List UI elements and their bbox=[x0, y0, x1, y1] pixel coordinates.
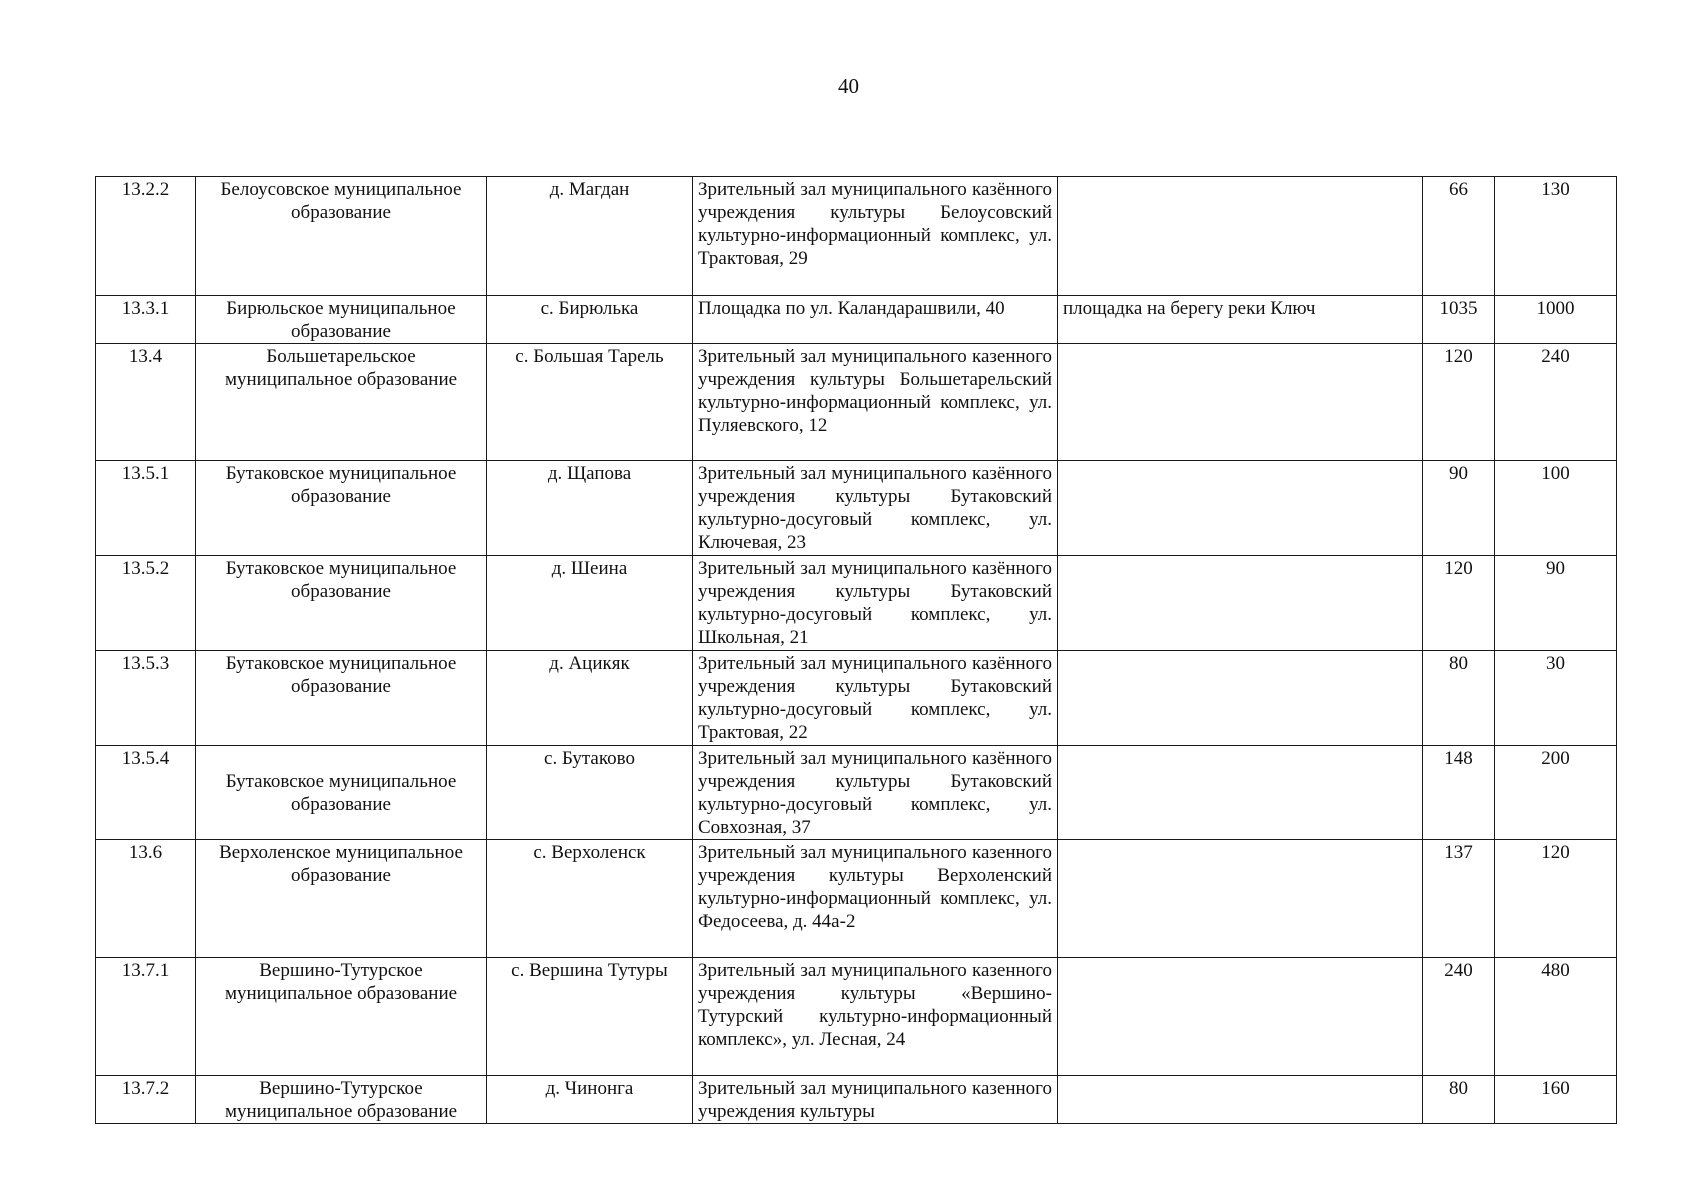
row-number: 13.2.2 bbox=[96, 177, 196, 296]
row-number: 13.4 bbox=[96, 344, 196, 461]
value1-cell: 120 bbox=[1423, 344, 1495, 461]
object-cell: Зрительный зал муниципального казённого учреждения культуры Бутаковский культурно-досуговый комплекс, ул. Школьная, 21 bbox=[693, 556, 1058, 651]
table-row bbox=[96, 344, 1617, 461]
object-cell: Зрительный зал муниципального казенного учреждения культуры bbox=[693, 1076, 1058, 1124]
row-number: 13.5.4 bbox=[96, 746, 196, 840]
row-number: 13.6 bbox=[96, 840, 196, 958]
table-row bbox=[96, 651, 1617, 746]
municipality-cell: Вершино-Тутурское муниципальное образование bbox=[196, 958, 487, 1076]
settlement-cell: с. Вершина Тутуры bbox=[487, 958, 693, 1076]
alternative-site-cell: площадка на берегу реки Ключ bbox=[1058, 296, 1423, 344]
table-row bbox=[96, 1076, 1617, 1124]
settlement-cell: д. Шеина bbox=[487, 556, 693, 651]
settlement-cell: д. Щапова bbox=[487, 461, 693, 556]
value1-cell: 90 bbox=[1423, 461, 1495, 556]
table-row bbox=[96, 177, 1617, 296]
object-cell: Зрительный зал муниципального казённого учреждения культуры Белоусовский культурно-информационный комплекс, ул. Трактовая, 29 bbox=[693, 177, 1058, 296]
row-number: 13.5.2 bbox=[96, 556, 196, 651]
settlement-cell: с. Верхоленск bbox=[487, 840, 693, 958]
table-row bbox=[96, 746, 1617, 840]
row-number: 13.3.1 bbox=[96, 296, 196, 344]
municipality-cell: Верхоленское муниципальное образование bbox=[196, 840, 487, 958]
value2-cell: 100 bbox=[1495, 461, 1617, 556]
settlement-cell: д. Чинонга bbox=[487, 1076, 693, 1124]
value1-cell: 148 bbox=[1423, 746, 1495, 840]
municipality-cell: Белоусовское муниципальное образование bbox=[196, 177, 487, 296]
municipality-cell: Бутаковское муниципальное образование bbox=[196, 461, 487, 556]
municipality-cell: Бутаковское муниципальное образование bbox=[196, 556, 487, 651]
alternative-site-cell bbox=[1058, 344, 1423, 461]
object-cell: Зрительный зал муниципального казённого учреждения культуры Бутаковский культурно-досуговый комплекс, ул. Совхозная, 37 bbox=[693, 746, 1058, 840]
value2-cell: 30 bbox=[1495, 651, 1617, 746]
object-cell: Зрительный зал муниципального казённого учреждения культуры Бутаковский культурно-досуговый комплекс, ул. Ключевая, 23 bbox=[693, 461, 1058, 556]
table-row bbox=[96, 958, 1617, 1076]
value2-cell: 160 bbox=[1495, 1076, 1617, 1124]
row-number: 13.7.2 bbox=[96, 1076, 196, 1124]
settlement-cell: д. Магдан bbox=[487, 177, 693, 296]
value1-cell: 137 bbox=[1423, 840, 1495, 958]
object-cell: Зрительный зал муниципального казенного учреждения культуры «Вершино-Тутурский культурно-информационный комплекс», ул. Лесная, 24 bbox=[693, 958, 1058, 1076]
alternative-site-cell bbox=[1058, 746, 1423, 840]
value1-cell: 80 bbox=[1423, 651, 1495, 746]
table-row bbox=[96, 840, 1617, 958]
value2-cell: 1000 bbox=[1495, 296, 1617, 344]
object-cell: Зрительный зал муниципального казенного учреждения культуры Большетарельский культурно-информационный комплекс, ул. Пуляевского, 12 bbox=[693, 344, 1058, 461]
table-body bbox=[96, 177, 1617, 1124]
settlement-cell: с. Бутаково bbox=[487, 746, 693, 840]
object-cell: Зрительный зал муниципального казённого учреждения культуры Бутаковский культурно-досуговый комплекс, ул. Трактовая, 22 bbox=[693, 651, 1058, 746]
row-number: 13.5.1 bbox=[96, 461, 196, 556]
value2-cell: 200 bbox=[1495, 746, 1617, 840]
value1-cell: 120 bbox=[1423, 556, 1495, 651]
municipality-cell bbox=[196, 746, 487, 840]
alternative-site-cell bbox=[1058, 177, 1423, 296]
value1-cell: 240 bbox=[1423, 958, 1495, 1076]
settlement-cell: д. Ацикяк bbox=[487, 651, 693, 746]
value2-cell: 480 bbox=[1495, 958, 1617, 1076]
object-cell: Зрительный зал муниципального казенного учреждения культуры Верхоленский культурно-информационный комплекс, ул. Федосеева, д. 44а-2 bbox=[693, 840, 1058, 958]
table-row bbox=[96, 296, 1617, 344]
value2-cell: 120 bbox=[1495, 840, 1617, 958]
table-row bbox=[96, 461, 1617, 556]
alternative-site-cell bbox=[1058, 461, 1423, 556]
value2-cell: 130 bbox=[1495, 177, 1617, 296]
value1-cell: 66 bbox=[1423, 177, 1495, 296]
settlement-cell: с. Бирюлька bbox=[487, 296, 693, 344]
alternative-site-cell bbox=[1058, 556, 1423, 651]
alternative-site-cell bbox=[1058, 958, 1423, 1076]
row-number: 13.5.3 bbox=[96, 651, 196, 746]
alternative-site-cell bbox=[1058, 651, 1423, 746]
settlement-cell: с. Большая Тарель bbox=[487, 344, 693, 461]
alternative-site-cell bbox=[1058, 840, 1423, 958]
municipality-cell: Бутаковское муниципальное образование bbox=[196, 651, 487, 746]
municipality-cell: Большетарельское муниципальное образование bbox=[196, 344, 487, 461]
municipality-cell: Вершино-Тутурское муниципальное образование bbox=[196, 1076, 487, 1124]
row-number: 13.7.1 bbox=[96, 958, 196, 1076]
value1-cell: 80 bbox=[1423, 1076, 1495, 1124]
value1-cell: 1035 bbox=[1423, 296, 1495, 344]
object-cell: Площадка по ул. Каландарашвили, 40 bbox=[693, 296, 1058, 344]
value2-cell: 240 bbox=[1495, 344, 1617, 461]
alternative-site-cell bbox=[1058, 1076, 1423, 1124]
table-row bbox=[96, 556, 1617, 651]
page-number: 40 bbox=[838, 74, 859, 98]
municipality-text: Бутаковское муниципальное образование bbox=[225, 771, 457, 815]
facilities-table bbox=[95, 176, 1617, 1124]
municipality-cell: Бирюльское муниципальное образование bbox=[196, 296, 487, 344]
value2-cell: 90 bbox=[1495, 556, 1617, 651]
